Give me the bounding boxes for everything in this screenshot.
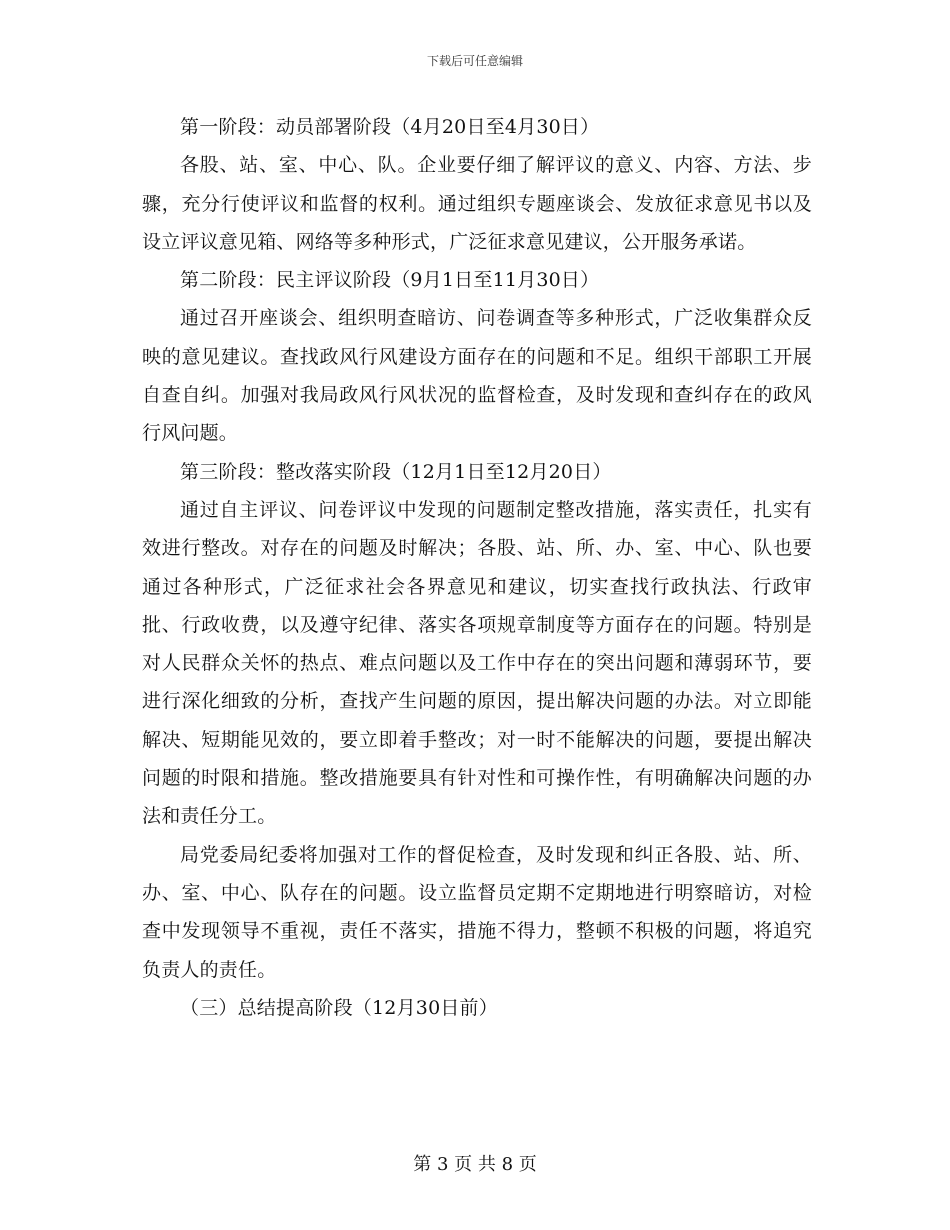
stage-one-paragraph: 各股、站、室、中心、队。企业要仔细了解评议的意义、内容、方法、步骤，充分行使评议和监督的权利。通过组织专题座谈会、发放征求意见书以及设立评议意见箱、网络等多种形式，广泛征求意见建议，公开服务承诺。 [142,154,812,253]
supervision-paragraph: 局党委局纪委将加强对工作的督促检查，及时发现和纠正各股、站、所、办、室、中心、队存在的问题。设立监督员定期不定期地进行明察暗访，对检查中发现领导不重视，责任不落实，措施不得力，整顿不积极的问题，将追究负责人的责任。 [142,843,812,981]
page-header: 下载后可任意编辑 [426,54,523,68]
stage-two-heading: 第二阶段：民主评议阶段（9月1日至11月30日） [180,269,600,292]
stage-two-paragraph: 通过召开座谈会、组织明查暗访、问卷调查等多种形式，广泛收集群众反映的意见建议。查找政风行风建设方面存在的问题和不足。组织干部职工开展自查自纠。加强对我局政风行风状况的监督检查，及时发现和查纠存在的政风行风问题。 [142,307,812,445]
stage-three-heading: 第三阶段：整改落实阶段（12月1日至12月20日） [180,460,612,483]
page-number: 第 3 页 共 8 页 [413,1154,537,1175]
summary-stage-heading: （三）总结提高阶段（12月30日前） [180,996,498,1019]
document-body [142,108,812,1027]
stage-three-paragraph: 通过自主评议、问卷评议中发现的问题制定整改措施，落实责任，扎实有效进行整改。对存在的问题及时解决；各股、站、所、办、室、中心、队也要通过各种形式，广泛征求社会各界意见和建议，切实查找行政执法、行政审批、行政收费，以及遵守纪律、落实各项规章制度等方面存在的问题。特别是对人民群众关怀的热点、难点问题以及工作中存在的突出问题和薄弱环节，要进行深化细致的分析，查找产生问题的原因，提出解决问题的办法。对立即能解决、短期能见效的，要立即着手整改；对一时不能解决的问题，要提出解决问题的时限和措施。整改措施要具有针对性和可操作性，有明确解决问题的办法和责任分工。 [142,498,812,828]
stage-one-heading: 第一阶段：动员部署阶段（4月20日至4月30日） [180,116,600,138]
